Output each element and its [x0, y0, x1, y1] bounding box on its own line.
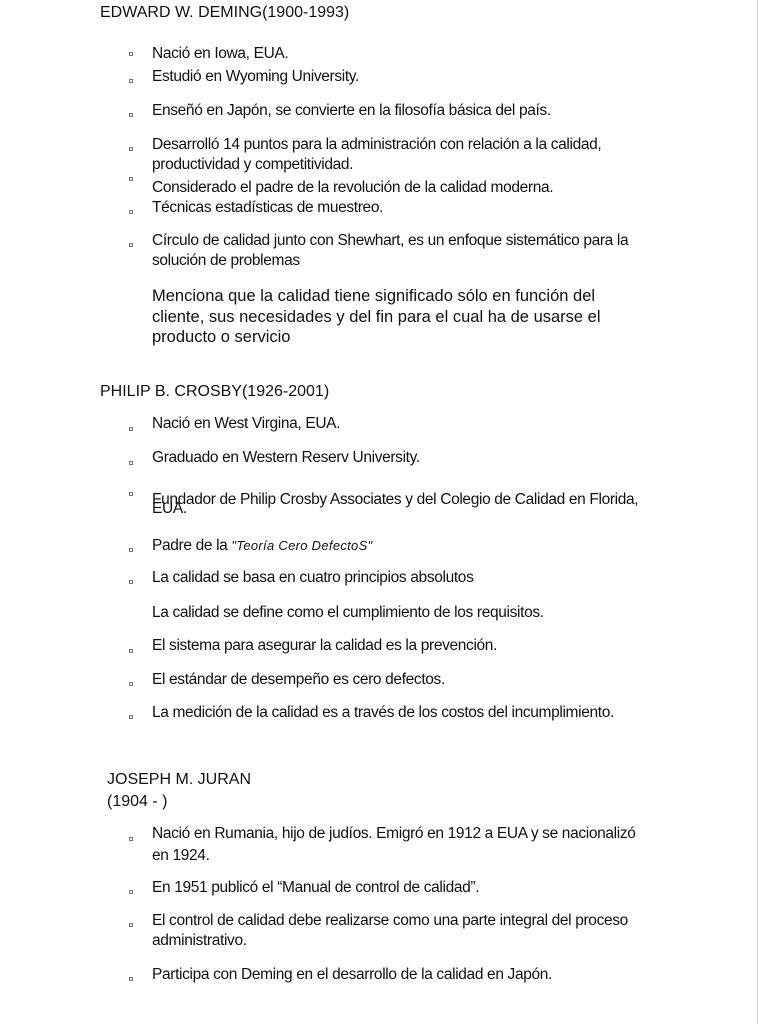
bullet-icon [129, 243, 133, 247]
juran-heading-name: JOSEPH M. JURAN [107, 771, 252, 788]
bullet-icon [129, 492, 133, 496]
bullet-icon [129, 923, 133, 927]
bullet-icon [129, 580, 133, 584]
crosby-principio-1: La calidad se define como el cumplimiento de los requisitos. [152, 604, 544, 621]
deming-quality-note: Menciona que la calidad tiene significado sólo en función del cliente, sus necesidades y del fin para el cual ha de usarse el producto o servicio [152, 287, 601, 346]
bullet-icon [129, 682, 133, 686]
bullet-icon [129, 837, 133, 841]
juran-heading-years: (1904 - ) [107, 793, 168, 810]
bullet-icon [129, 427, 133, 431]
bullet-icon [129, 177, 133, 181]
bullet-icon [129, 977, 133, 981]
bullet-icon [129, 715, 133, 719]
bullet-icon [129, 147, 133, 151]
bullet-icon [129, 52, 133, 56]
page-frame: EDWARD W. DEMING(1900-1993) Nació en Iowa, EUA. Estudió en Wyoming University. Enseñó en Japón, se convierte en la filosofía básica del país. Desarrolló 14 puntos para la administración con relación a la calidad, productividad y competitividad. Considerado el padre de la revolución de la calidad moderna. Técnicas estadísticas de muestreo. Círculo de calidad junto con Shewhart, es un enfoque sistemático para la solución de problemas Menciona que la calidad tiene significado sólo en función del cliente, sus necesidades y del fin para el cual ha de usarse el producto o servicio PHILIP B. CROSBY(1926-2001) Nació en West Virgina, EUA. Graduado en Western Reserv University. Fundador de Philip Crosby Associates y del Colegio de Calidad en Florida, EUA. Padre de la "Teoría Cero DefectoS" La calidad se basa en cuatro principios absolutos La calidad se define como el cumplimiento de los requisitos. El sistema para asegurar la calidad es la prevención. El estándar de desempeño es cero defectos. La medición de la calidad es a través de los costos del incumplimiento. JOSEPH M. JURAN (1904 - ) Nació en Rumania, hijo de judíos. Emigró en 1912 a EUA y se nacionalizó en 1924. En 1951 publicó el “Manual de control de calidad”. El control de calidad debe realizarse como una parte integral del proceso administrativo. Participa con Deming en el desarrollo de la calidad en Japón. [0, 0, 758, 1024]
bullet-icon [129, 79, 133, 83]
bullet-icon [129, 548, 133, 552]
bullet-icon [129, 113, 133, 117]
bullet-icon [129, 890, 133, 894]
bullet-icon [129, 649, 133, 653]
bullet-icon [129, 210, 133, 214]
bullet-icon [129, 461, 133, 465]
teoria-cero-defectos: "Teoría Cero DefectoS" [231, 538, 373, 553]
crosby-heading: PHILIP B. CROSBY(1926-2001) [100, 383, 330, 400]
deming-heading: EDWARD W. DEMING(1900-1993) [100, 4, 350, 21]
padre-prefix: Padre de la [152, 537, 232, 554]
